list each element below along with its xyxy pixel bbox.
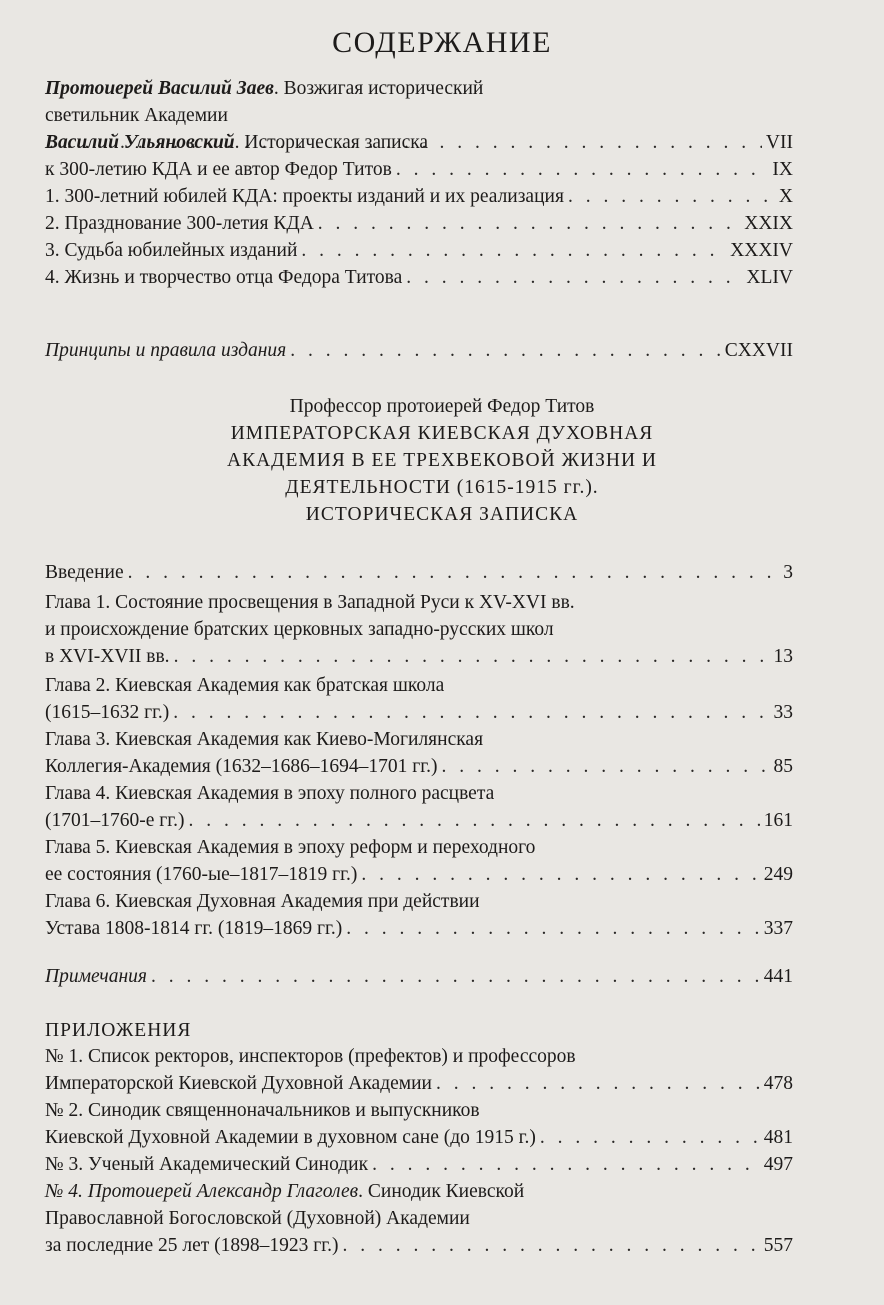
- leader-dots: [342, 1235, 759, 1257]
- work-heading: [0, 396, 884, 531]
- entry-title-cont: и происхождение братских церковных западно-русских школ: [45, 619, 554, 640]
- toc-entry-ulyanovsky-body: Василий Ульяновский. Историческая записка к 300-летию КДА и ее автор Федор Титов . . . IX: [45, 132, 793, 186]
- leader-dots: [174, 646, 770, 668]
- entry-title: Принципы и правила издания: [45, 340, 287, 361]
- entry-title: 4. Жизнь и творчество отца Федора Титова: [45, 267, 403, 288]
- leader-dots: [406, 267, 742, 289]
- work-title-line: ИМПЕРАТОРСКАЯ КИЕВСКАЯ ДУХОВНАЯ: [230, 423, 654, 444]
- entry-title: Глава 5. Киевская Академия в эпоху реформ и переходного: [45, 837, 536, 858]
- entry-title-cont: к 300-летию КДА и ее автор Федор Титов: [45, 159, 392, 180]
- work-title-line: ДЕЯТЕЛЬНОСТИ (1615-1915 гг.).: [285, 477, 599, 498]
- entry-title-cont: Устава 1808-1814 гг. (1819–1869 гг.): [45, 918, 343, 939]
- entry-page: 557: [763, 1235, 793, 1256]
- entry-page: 481: [763, 1127, 793, 1148]
- entry-title-cont: светильник Академии: [45, 105, 228, 126]
- toc-entry-chapter-4: [45, 783, 793, 837]
- entry-title-cont: за последние 25 лет (1898–1923 гг.): [45, 1235, 339, 1256]
- leader-dots: [290, 340, 721, 362]
- leader-dots: [346, 918, 760, 940]
- entry-page: 337: [763, 918, 793, 939]
- entry-page: 13: [773, 646, 793, 667]
- entry-title-cont: ее состояния (1760-ые–1817–1819 гг.): [45, 864, 358, 885]
- entry-page: IX: [772, 159, 793, 180]
- entry-title: 2. Празднование 300-летия КДА: [45, 213, 314, 234]
- leader-dots: [436, 1073, 760, 1095]
- entry-page: 497: [763, 1154, 793, 1175]
- leader-dots: [540, 1127, 760, 1149]
- entry-title: Возжигая исторический: [283, 78, 484, 99]
- entry-title: Глава 2. Киевская Академия как братская школа: [45, 675, 445, 696]
- entry-title: № 1. Список ректоров, инспекторов (префектов) и профессоров: [45, 1046, 576, 1067]
- entry-title: 3. Судьба юбилейных изданий: [45, 240, 298, 261]
- toc-entry-appendix-4: № 4. Протоиерей Александр Глаголев. Синодик Киевской Православной Богословской (Духовной) Академии за последние 25 лет (1898–1923 гг.) . . . 557: [45, 1181, 793, 1262]
- toc-entry-zaev: Протоиерей Василий Заев. Возжигая исторический светильник Академии . . . VII: [45, 78, 793, 159]
- toc-entry-appendix-1: [45, 1046, 793, 1100]
- entry-title-cont: Православной Богословской (Духовной) Академии: [45, 1208, 470, 1229]
- toc-entry-celebration: [45, 213, 793, 240]
- entry-title-cont: (1701–1760-е гг.): [45, 810, 185, 831]
- entry-page: CXXVII: [724, 340, 793, 361]
- toc-entry-fate: [45, 240, 793, 267]
- entry-title-cont: в XVI-XVII вв.: [45, 646, 170, 667]
- entry-page: XXIX: [744, 213, 793, 234]
- entry-title-cont: Коллегия-Академия (1632–1686–1694–1701 гг.): [45, 756, 438, 777]
- entry-title: Глава 1. Состояние просвещения в Западной Руси к XV-XVI вв.: [45, 592, 575, 613]
- entry-page: 161: [763, 810, 793, 831]
- entry-title: Примечания: [45, 966, 147, 987]
- entry-title: 1. 300-летний юбилей КДА: проекты изданий и их реализация: [45, 186, 564, 207]
- entry-page: XXXIV: [730, 240, 793, 261]
- leader-dots: [396, 159, 769, 181]
- entry-title: Глава 6. Киевская Духовная Академия при действии: [45, 891, 480, 912]
- leader-dots: [151, 966, 760, 988]
- leader-dots: [188, 810, 759, 832]
- entry-page: 249: [763, 864, 793, 885]
- toc-entry-life: [45, 267, 793, 294]
- entry-page: 441: [763, 966, 793, 987]
- toc-entry-appendix-2: [45, 1100, 793, 1154]
- entry-title: Глава 3. Киевская Академия как Киево-Могилянская: [45, 729, 484, 750]
- leader-dots: [318, 213, 740, 235]
- leader-dots: [128, 562, 780, 584]
- toc-entry-chapter-1: [45, 592, 793, 673]
- entry-title: Синодик Киевской: [367, 1181, 525, 1202]
- entry-title-cont: Киевской Духовной Академии в духовном сане (до 1915 г.): [45, 1127, 536, 1148]
- leader-dots: [372, 1154, 760, 1176]
- work-title-line: АКАДЕМИЯ В ЕЕ ТРЕХВЕКОВОЙ ЖИЗНИ И: [226, 450, 658, 471]
- leader-dots: [441, 756, 769, 778]
- entry-title-cont: Императорской Киевской Духовной Академии: [45, 1073, 432, 1094]
- leader-dots: [301, 240, 726, 262]
- entry-page: 3: [783, 562, 793, 583]
- entry-page: XLIV: [746, 267, 793, 288]
- entry-author: № 4. Протоиерей Александр Глаголев: [45, 1181, 359, 1202]
- toc-entry-appendix-3: [45, 1154, 793, 1181]
- toc-entry-intro: [45, 562, 793, 589]
- toc-entry-chapter-3: [45, 729, 793, 783]
- work-title-line: ИСТОРИЧЕСКАЯ ЗАПИСКА: [305, 504, 579, 525]
- toc-entry-principles: [45, 340, 793, 367]
- work-author: Профессор протоиерей Федор Титов: [289, 396, 595, 417]
- leader-dots: [361, 864, 759, 886]
- entry-title: Введение: [45, 562, 124, 583]
- toc-entry-chapter-6: [45, 891, 793, 945]
- entry-page: 85: [773, 756, 793, 777]
- entry-page: VII: [765, 132, 793, 153]
- entry-author: Протоиерей Василий Заев: [45, 78, 274, 99]
- entry-title: № 2. Синодик священноначальников и выпускников: [45, 1100, 480, 1121]
- toc-entry-notes: [45, 966, 793, 993]
- leader-dots: [568, 186, 775, 208]
- entry-page: 478: [763, 1073, 793, 1094]
- entry-title: № 3. Ученый Академический Синодик: [45, 1154, 369, 1175]
- entry-page: X: [778, 186, 793, 207]
- entry-author: Василий Ульяновский: [45, 132, 235, 153]
- appendix-heading: ПРИЛОЖЕНИЯ: [45, 1020, 192, 1041]
- entry-title: Историческая записка: [244, 132, 429, 153]
- toc-entry-chapter-2: [45, 675, 793, 729]
- entry-title-cont: (1615–1632 гг.): [45, 702, 170, 723]
- toc-entry-chapter-5: [45, 837, 793, 891]
- leader-dots: [173, 702, 769, 724]
- page-title: СОДЕРЖАНИЕ: [332, 26, 552, 59]
- toc-entry-jubilee: [45, 186, 793, 213]
- entry-title: Глава 4. Киевская Академия в эпоху полного расцвета: [45, 783, 495, 804]
- entry-page: 33: [773, 702, 793, 723]
